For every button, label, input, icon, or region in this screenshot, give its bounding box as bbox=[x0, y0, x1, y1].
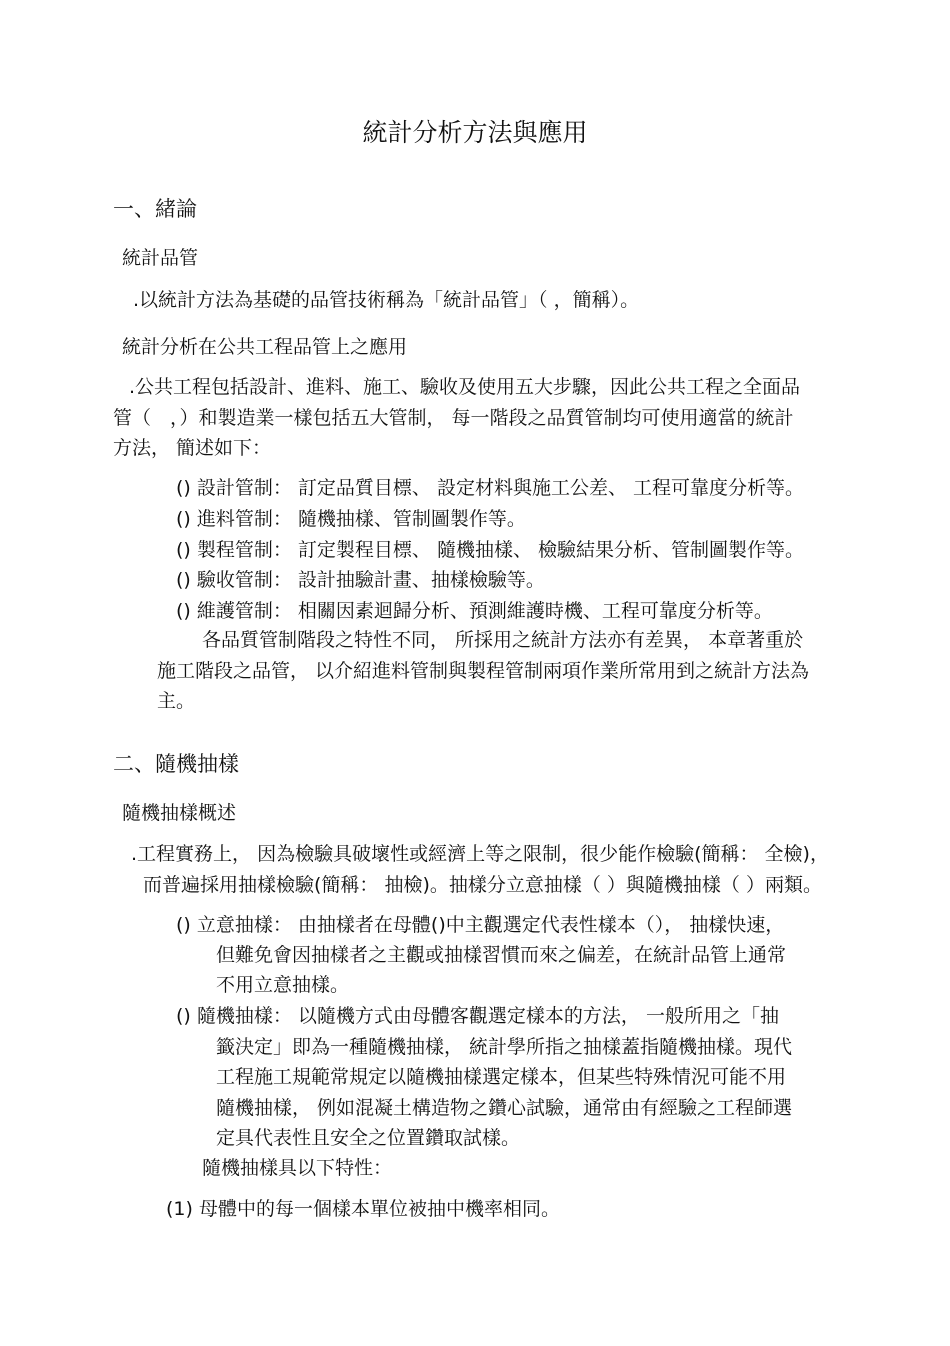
list-item: () 製程管制： 訂定製程目標、 隨機抽樣、 檢驗結果分析、管制圖製作等。 bbox=[176, 539, 804, 561]
numbered-item: (1) 母體中的每一個樣本單位被抽中機率相同。 bbox=[166, 1198, 560, 1220]
subheading-public-works-application: 統計分析在公共工程品管上之應用 bbox=[122, 336, 408, 358]
list-item: () 設計管制： 訂定品質目標、 設定材料與施工公差、 工程可靠度分析等。 bbox=[176, 477, 804, 499]
paragraph-definition: .以統計方法為基礎的品管技術稱為「統計品管」（ ，簡稱）。 bbox=[133, 289, 640, 311]
list-item: () 驗收管制： 設計抽驗計畫、抽樣檢驗等。 bbox=[176, 569, 545, 591]
subheading-random-sampling-overview: 隨機抽樣概述 bbox=[122, 802, 237, 824]
paragraph-line: 而普遍採用抽樣檢驗(簡稱： 抽檢)。抽樣分立意抽樣（ ）與隨機抽樣（ ）兩類。 bbox=[143, 874, 822, 896]
paragraph-line: 各品質管制階段之特性不同， 所採用之統計方法亦有差異， 本章著重於 bbox=[202, 629, 804, 651]
paragraph-line: 方法， 簡述如下： bbox=[113, 437, 272, 459]
paragraph-properties-intro: 隨機抽樣具以下特性： bbox=[202, 1157, 393, 1179]
paragraph-line: 主。 bbox=[157, 690, 196, 712]
list-item: () 進料管制： 隨機抽樣、管制圖製作等。 bbox=[176, 508, 526, 530]
paragraph-line: 隨機抽樣， 例如混凝土構造物之鑽心試驗，通常由有經驗之工程師選 bbox=[216, 1097, 793, 1119]
section-heading-random-sampling: 二、隨機抽樣 bbox=[113, 752, 239, 776]
list-item-purposive-sampling: () 立意抽樣： 由抽樣者在母體()中主觀選定代表性樣本（）， 抽樣快速， bbox=[176, 914, 785, 936]
paragraph-line: 但難免會因抽樣者之主觀或抽樣習慣而來之偏差，在統計品管上通常 bbox=[216, 944, 787, 966]
paragraph-line: .公共工程包括設計、進料、施工、驗收及使用五大步驟，因此公共工程之全面品 bbox=[129, 376, 801, 398]
document-title: 統計分析方法與應用 bbox=[362, 118, 588, 147]
section-heading-introduction: 一、緒論 bbox=[113, 197, 197, 221]
list-item-random-sampling: () 隨機抽樣： 以隨機方式由母體客觀選定樣本的方法， 一般所用之「抽 bbox=[176, 1005, 779, 1027]
paragraph-line: 不用立意抽樣。 bbox=[216, 974, 350, 996]
paragraph-line: .工程實務上， 因為檢驗具破壞性或經濟上等之限制，很少能作檢驗(簡稱： 全檢)， bbox=[131, 843, 829, 865]
paragraph-line: 施工階段之品管， 以介紹進料管制與製程管制兩項作業所常用到之統計方法為 bbox=[157, 660, 810, 682]
subheading-statistical-quality-control: 統計品管 bbox=[122, 247, 199, 269]
paragraph-line: 管（ ，）和製造業一樣包括五大管制， 每一階段之品質管制均可使用適當的統計 bbox=[113, 407, 794, 429]
list-item: () 維護管制： 相關因素迴歸分析、預測維護時機、工程可靠度分析等。 bbox=[176, 600, 773, 622]
paragraph-line: 工程施工規範常規定以隨機抽樣選定樣本，但某些特殊情況可能不用 bbox=[216, 1066, 787, 1088]
paragraph-line: 定具代表性且安全之位置鑽取試樣。 bbox=[216, 1127, 521, 1149]
paragraph-line: 籤決定」即為一種隨機抽樣， 統計學所指之抽樣蓋指隨機抽樣。現代 bbox=[216, 1036, 793, 1058]
